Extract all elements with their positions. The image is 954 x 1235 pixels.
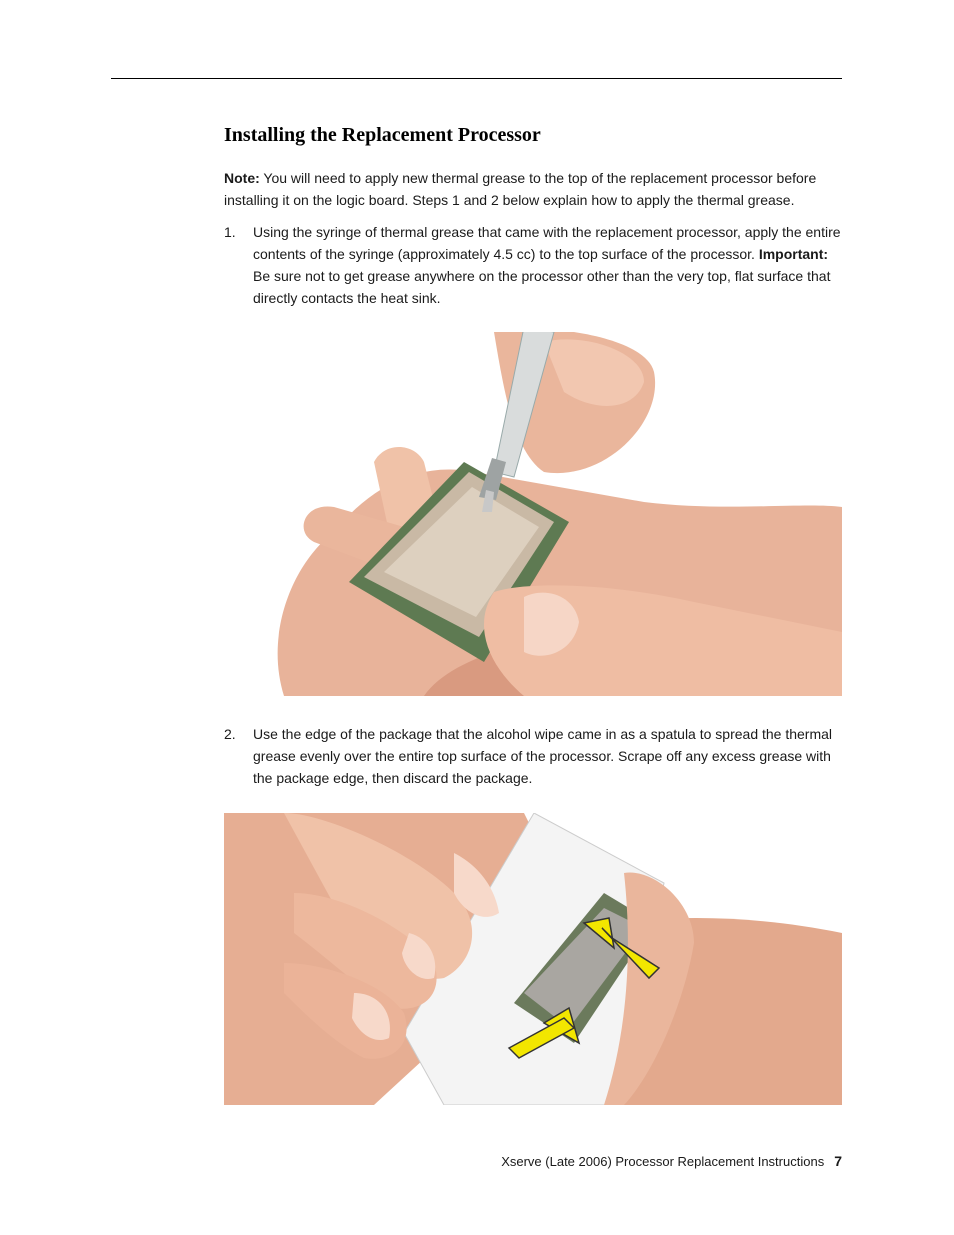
step-text: Use the edge of the package that the alcohol wipe came in as a spatula to spread the thermal grease evenly over the entire top surface of the processor. Scrape off any excess grease with the package edge, then discard the package. xyxy=(253,726,833,786)
note-label: Note: xyxy=(224,170,260,186)
important-label: Important: xyxy=(758,246,829,262)
note-paragraph xyxy=(224,168,844,211)
page-footer xyxy=(501,1153,842,1169)
photo-syringe-processor xyxy=(224,332,842,696)
important-text: Be sure not to get grease anywhere on the processor other than the very top, flat surface that directly contacts the heat sink. xyxy=(253,268,831,306)
page-number: 7 xyxy=(834,1153,842,1169)
step-1 xyxy=(224,221,844,309)
step-2 xyxy=(224,723,844,789)
step-text: Using the syringe of thermal grease that came with the replacement processor, apply the entire contents of the syringe (approximately 4.5 cc) to the top surface of the processor. xyxy=(253,224,841,262)
note-text: You will need to apply new thermal grease to the top of the replacement processor before installing it on the logic board. Steps 1 and 2 below explain how to apply the thermal grease. xyxy=(224,170,817,208)
header-rule xyxy=(111,78,842,79)
step-number: 2. xyxy=(224,726,236,742)
section-title: Installing the Replacement Processor xyxy=(224,124,541,146)
photo-spreading-grease xyxy=(224,813,842,1105)
step-number: 1. xyxy=(224,224,236,240)
footer-doc-title: Xserve (Late 2006) Processor Replacement Instructions xyxy=(501,1154,825,1169)
